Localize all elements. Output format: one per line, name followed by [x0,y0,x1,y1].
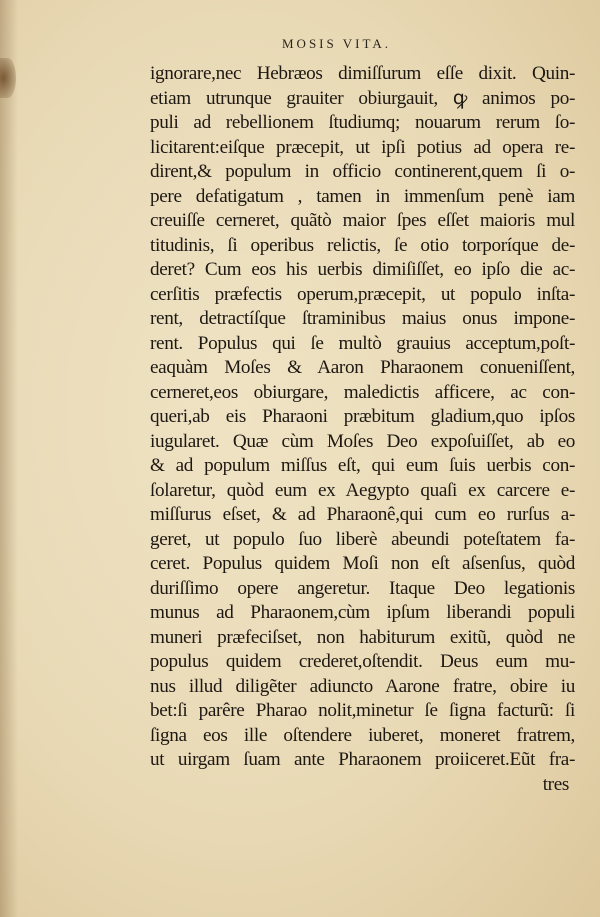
text-line: muneri præfeciſset, non habiturum exitũ, quòd ne [150,626,575,648]
text-line: deret? Cum eos his uerbis dimiſiſſet, eo ipſo die ac- [150,259,575,280]
text-line: pere defatigatum , tamen in immenſum penè iam [150,185,575,207]
text-line: cerneret,eos obiurgare, maledictis afficere, ac con- [150,381,575,403]
running-title: MOSIS VITA. [282,36,392,51]
body-text [150,62,575,797]
text-line: queri,ab eis Pharaoni præbitum gladium,quo ipſos [150,406,575,427]
text-line: dirent,& populum in officio continerent,quem ſi o- [150,161,575,182]
text-line: ut uirgam ſuam ante Pharaonem proiiceret.Eũt fra- [150,749,575,770]
text-line: titudinis, ſi operibus relictis, ſe otio torporíque de- [150,234,575,256]
text-line: eaquàm Moſes & Aaron Pharaonem conueniſſent, [150,357,575,378]
text-line: & ad populum miſſus eſt, qui eum ſuis uerbis con- [150,455,575,476]
binding-shadow [0,0,18,917]
text-line: ſolaretur, quòd eum ex Aegypto quaſi ex carcere e- [150,479,575,501]
page-stain [0,58,16,98]
text-line: rent, detractíſque ſtraminibus maius onus impone- [150,308,575,329]
text-line: ignorare,nec Hebræos dimiſſurum eſſe dixit. Quin- [150,63,575,84]
text-line: puli ad rebellionem ſtudiumq; nouarum rerum ſo- [150,112,575,133]
text-line: ſigna eos ille oſtendere iuberet, moneret fratrem, [150,724,575,746]
text-line: munus ad Pharaonem,cùm ipſum liberandi populi [150,602,575,623]
text-line: creuiſſe cerneret, quãtò maior ſpes eſſet maioris mul [150,210,575,231]
text-line: miſſurus eſset, & ad Pharaonê,qui cum eo rurſus a- [150,504,575,525]
text-line: geret, ut populo ſuo liberè abeundi poteſtatem fa- [150,528,575,550]
text-line: tres [542,773,569,795]
text-line: iugularet. Quæ cùm Moſes Deo expoſuiſſet, ab eo [150,430,575,452]
text-line: licitarent:eiſque præcepit, ut ipſi potius ad opera re- [150,136,575,158]
text-line: rent. Populus qui ſe multò grauius acceptum,poſt- [150,332,575,354]
text-line: cerſitis præfectis operum,præcepit, ut populo inſta- [150,283,575,305]
text-line: duriſſimo opere angeretur. Itaque Deo legationis [150,577,575,599]
text-line: nus illud diligẽter adiuncto Aarone fratre, obire iu [150,675,575,697]
text-line: etiam utrunque grauiter obiurgauit, ꝙ animos po- [150,87,575,109]
text-line: populus quidem crederet,oſtendit. Deus eum mu- [150,651,575,672]
text-line: ceret. Populus quidem Moſi non eſt aſsenſus, quòd [150,553,575,574]
text-line: bet:ſi parêre Pharao nolit,minetur ſe ſigna facturũ: ſi [150,700,575,721]
